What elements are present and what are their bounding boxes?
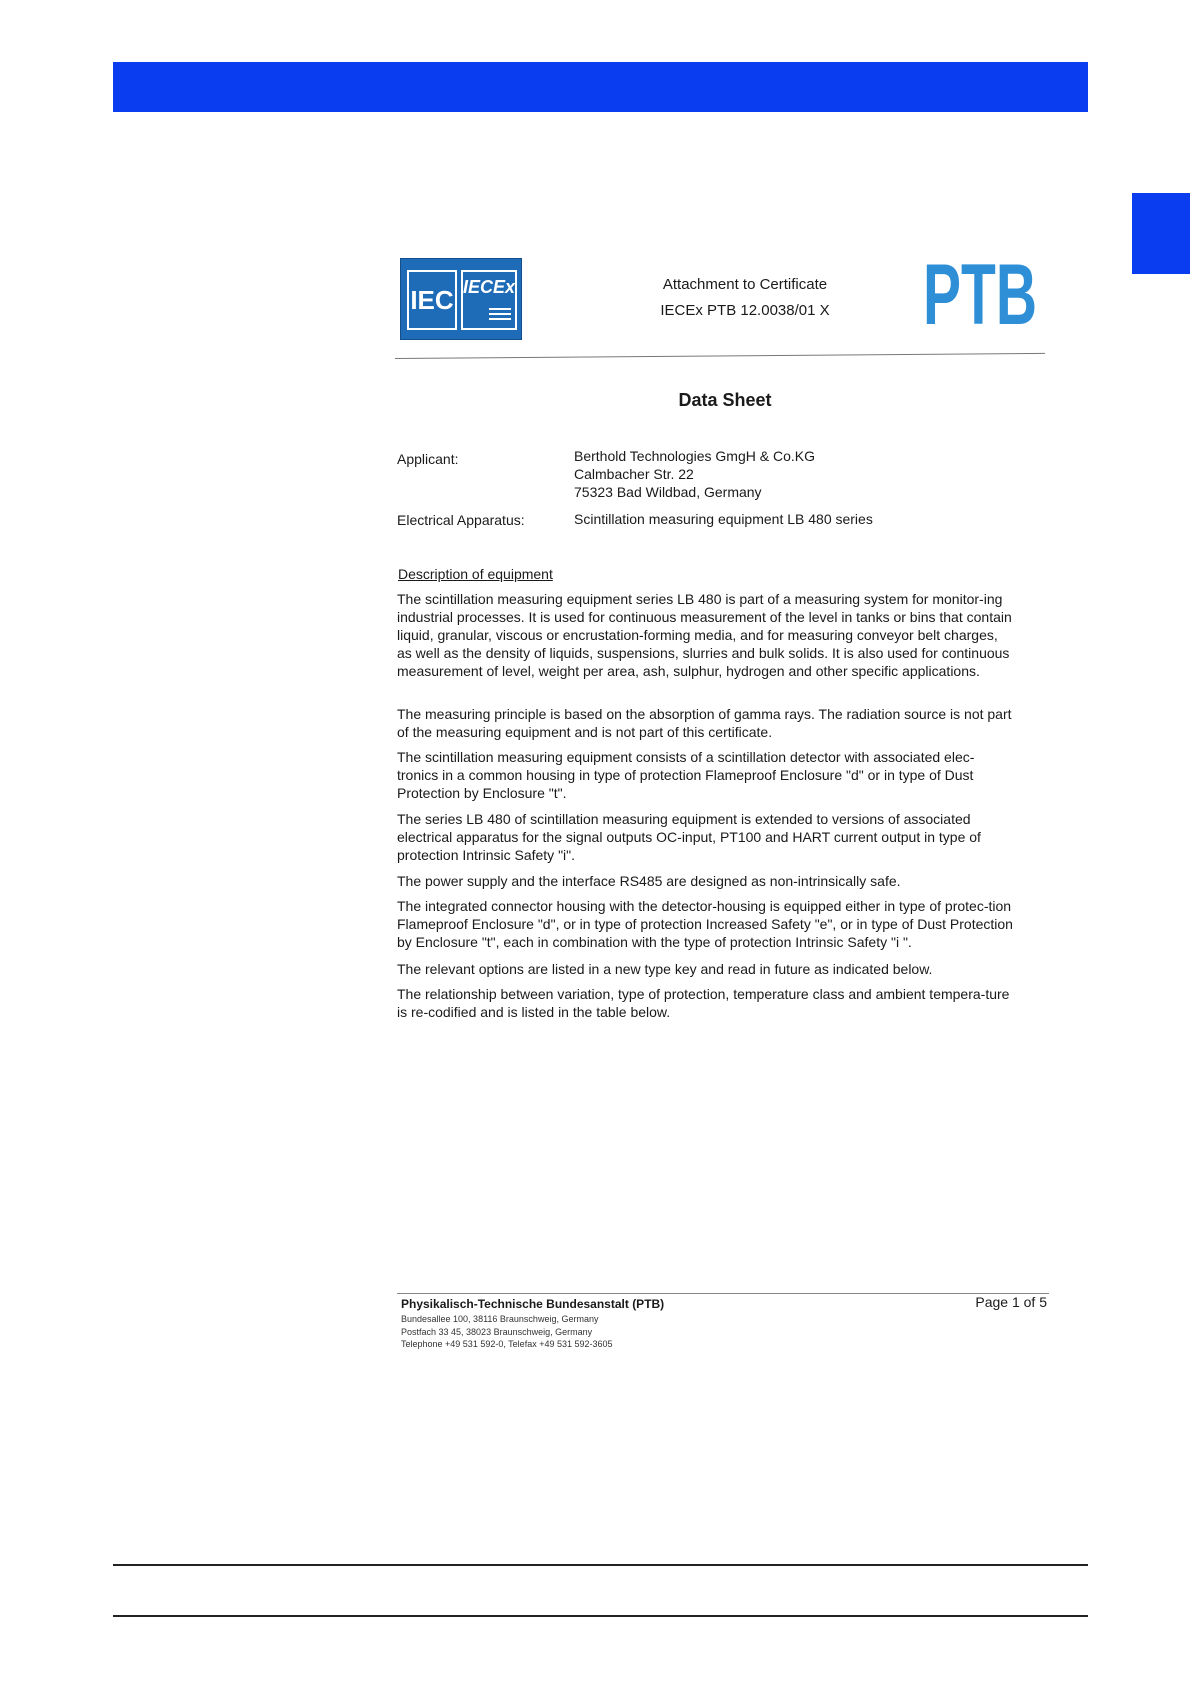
certificate-scan <box>385 240 1065 1360</box>
description-paragraph: The scintillation measuring equipment consists of a scintillation detector with associated elec-tronics in a common housing in type of protection Flameproof Enclosure "d" or in type of Dust Protection by Enclosure "t". <box>397 749 975 801</box>
applicant-street: Calmbacher Str. 22 <box>574 466 694 482</box>
description-paragraph: The series LB 480 of scintillation measuring equipment is extended to versions of associated electrical apparatus for the signal outputs OC-input, PT100 and HART current output in type of protection Intrinsic Safety "i". <box>397 811 981 863</box>
iec-iecex-logo <box>400 258 522 340</box>
description-paragraph: The scintillation measuring equipment series LB 480 is part of a measuring system for monitor-ing industrial processes. It is used for continuous measurement of the level in tanks or bins that contain liquid, granular, viscous or encrustation-forming media, and for measuring conveyor belt charges, as well as the density of liquids, suspensions, slurries and bulk solids. It is also used for continuous measurement of level, weight per area, ash, sulphur, hydrogen and other specific applications. <box>397 591 1012 679</box>
attachment-line1: Attachment to Certificate <box>662 276 828 293</box>
description-paragraph: The relationship between variation, type of protection, temperature class and ambient tempera-ture is re-codified and is listed in the table below. <box>397 986 1010 1020</box>
iecex-logo-text: IECEx <box>461 270 517 330</box>
description-paragraph: The relevant options are listed in a new type key and read in future as indicated below. <box>397 961 933 977</box>
applicant-city: 75323 Bad Wildbad, Germany <box>574 484 762 500</box>
description-paragraph: The integrated connector housing with the detector-housing is equipped either in type of protec-tion Flameproof Enclosure "d", or in type of protection Increased Safety "e", or in type of Dust Protection by Enclosure "t", each in combination with the type of protection Intrinsic Safety "i ". <box>397 898 1013 950</box>
ptb-address-line: Postfach 33 45, 38023 Braunschweig, Germany <box>401 1327 593 1337</box>
ptb-org-name: Physikalisch-Technische Bundesanstalt (PTB) <box>401 1297 665 1311</box>
applicant-name: Berthold Technologies GmgH & Co.KG <box>574 448 815 464</box>
footer-rule-top <box>113 1564 1088 1566</box>
ptb-address-line: Telephone +49 531 592-0, Telefax +49 531 592-3605 <box>401 1339 613 1349</box>
header-divider <box>395 353 1045 359</box>
footer-rule-bottom <box>113 1615 1088 1617</box>
description-heading: Description of equipment <box>398 566 553 582</box>
iec-logo-text: IEC <box>407 270 457 330</box>
page-number: Page 1 of 5 <box>975 1294 1047 1310</box>
apparatus-value: Scintillation measuring equipment LB 480 series <box>574 511 873 527</box>
apparatus-label: Electrical Apparatus: <box>397 512 525 528</box>
side-tab-marker <box>1132 193 1190 274</box>
certificate-number: IECEx PTB 12.0038/01 X <box>660 302 830 319</box>
ptb-logo-text: PTB <box>923 247 1037 343</box>
top-header-bar <box>113 62 1088 112</box>
ptb-logo <box>923 247 1039 343</box>
description-paragraph: The measuring principle is based on the absorption of gamma rays. The radiation source is not part of the measuring equipment and is not part of this certificate. <box>397 706 1012 740</box>
data-sheet-title: Data Sheet <box>678 390 772 410</box>
ptb-address-line: Bundesallee 100, 38116 Braunschweig, Germany <box>401 1314 599 1324</box>
description-paragraph: The power supply and the interface RS485 are designed as non-intrinsically safe. <box>397 873 901 889</box>
applicant-label: Applicant: <box>397 451 459 467</box>
